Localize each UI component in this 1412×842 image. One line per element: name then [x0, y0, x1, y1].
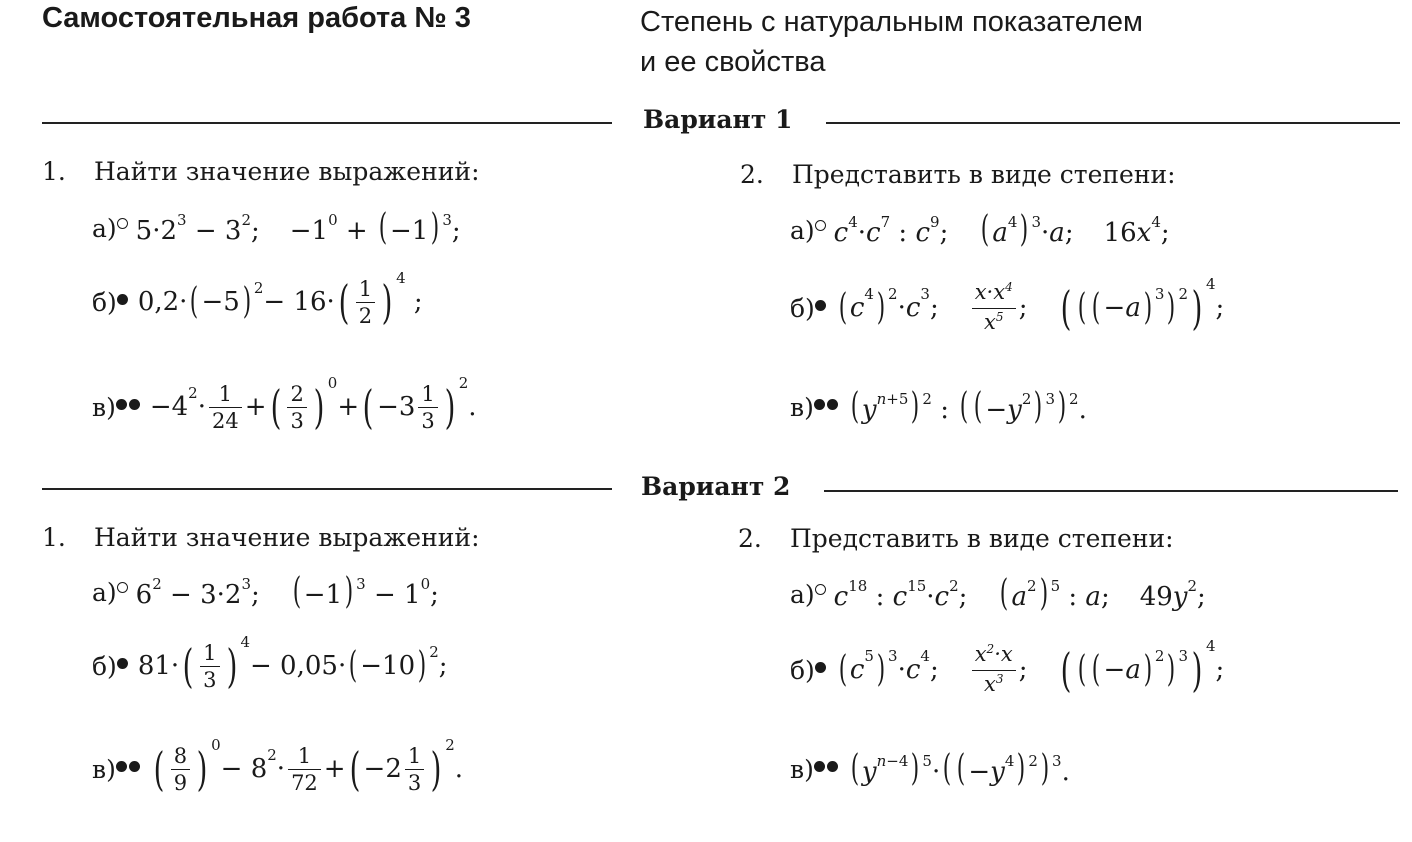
v1-task2-a — [790, 208, 1170, 252]
expression: 81· ( $\frac{1}{3}$ ) $^4$ − 0,05· ( −10 ) $^2$ ; — [137, 633, 448, 693]
item-label: а) — [92, 578, 128, 607]
expression: ( $y^{n-4}$) $^5$·( ( $-y^4$) $^2$) $^3$. — [850, 748, 1070, 789]
task-number: 2. — [738, 524, 762, 553]
expression: ( c $^4$ ) $^2$ · c $^3$ ; $\frac{x\cdot x^4}{x^5}$ ; ( ( ( − a ) $^3$ ) $^2$ ) $^4$ ; — [838, 275, 1225, 335]
expression: $5\cdot 2^3 - 3^2$; $-1^0$ + ( −1) $^3$; — [135, 207, 461, 248]
easy-level-icon — [117, 218, 128, 229]
item-label: в) — [92, 393, 142, 422]
item-label: б) — [92, 288, 130, 317]
v1-task2-v — [790, 382, 1087, 432]
expression: ( c $^5$ ) $^3$ · c $^4$ ; $\frac{x^2\cdot x}{x^3}$ ; ( ( ( − a ) $^2$ ) $^3$ ) $^4$ ; — [838, 637, 1225, 697]
worksheet-title: Самостоятельная работа № 3 — [42, 2, 471, 34]
v2-task2-b — [790, 632, 1224, 708]
task-number: 1. — [42, 157, 66, 186]
task-text: Представить в виде степени: — [790, 524, 1174, 553]
item-label: б) — [92, 652, 130, 681]
medium-level-icon — [815, 300, 826, 311]
topic-heading — [640, 2, 1143, 82]
v1-task2-heading — [740, 160, 1176, 189]
medium-level-icon — [815, 662, 826, 673]
hard-level-icon — [116, 399, 127, 410]
task-text: Найти значение выражений: — [94, 157, 480, 186]
medium-level-icon — [117, 658, 128, 669]
v1-task1-v — [92, 362, 477, 452]
v1-task1-a — [92, 206, 461, 250]
v2-task2-a — [790, 572, 1206, 616]
v1-task2-b — [790, 270, 1224, 346]
expression: ( $\frac{8}{9}$ ) $^0$ − 8 $^2$ · $\frac{1}{72}$ + ( −2 $\frac{1}{3}$ ) $^2$ . — [153, 736, 464, 796]
task-number: 1. — [42, 523, 66, 552]
divider-left — [42, 488, 612, 490]
v2-task1-heading — [42, 523, 480, 552]
topic-line-1: Степень с натуральным показателем — [640, 6, 1143, 38]
easy-level-icon — [117, 582, 128, 593]
v2-task1-b — [92, 626, 448, 706]
easy-level-icon — [815, 220, 826, 231]
divider-right — [826, 122, 1400, 124]
item-label: а) — [790, 216, 826, 245]
v1-task1-b — [92, 262, 423, 342]
medium-level-icon — [117, 294, 128, 305]
v2-task1-v — [92, 724, 463, 814]
item-label: а) — [790, 580, 826, 609]
expression: −4 $^2$ · $\frac{1}{24}$ + ( $\frac{2}{3}$ ) $^0$ + ( −3 $\frac{1}{3}$ ) $^2$ . — [149, 374, 477, 434]
item-label: а) — [92, 214, 128, 243]
task-text: Представить в виде степени: — [792, 160, 1176, 189]
v2-task1-a — [92, 570, 439, 614]
expression: $6^2 - 3\cdot 2^3$; ( −1) $^3 - 1^0$; — [135, 571, 439, 612]
topic-line-2: и ее свойства — [640, 46, 826, 78]
expression: ( $y^{n+5}$) $^2$ : ( ( $-y^2$) $^3$) $^2$. — [850, 386, 1087, 427]
task-text: Найти значение выражений: — [94, 523, 480, 552]
v2-task2-v — [790, 744, 1070, 794]
hard-level-icon — [814, 761, 825, 772]
easy-level-icon — [815, 584, 826, 595]
hard-level-icon — [814, 399, 825, 410]
expression: 0,2· ( −5 ) $^2$ − 16· ( $\frac{1}{2}$ ) $^4$ ; — [137, 269, 423, 329]
hard-level-icon — [116, 761, 127, 772]
item-label: в) — [790, 755, 840, 784]
item-label: б) — [790, 294, 828, 323]
item-label: в) — [790, 393, 840, 422]
task-number: 2. — [740, 160, 764, 189]
variant-1-title: Вариант 1 — [643, 105, 793, 134]
expression: $c^4\cdot c^7$ : $c^9$; ( $a^4$) $^3$·a; $16x^4$; — [833, 209, 1170, 250]
divider-right — [824, 490, 1398, 492]
v1-task1-heading — [42, 157, 480, 186]
item-label: в) — [92, 755, 142, 784]
expression: $c^{18}$ : $c^{15}\cdot c^2$; ( $a^2$) $^5$ : a; $49y^2$; — [833, 573, 1206, 614]
v2-task2-heading — [738, 524, 1174, 553]
item-label: б) — [790, 656, 828, 685]
variant-2-title: Вариант 2 — [641, 472, 791, 501]
divider-left — [42, 122, 612, 124]
